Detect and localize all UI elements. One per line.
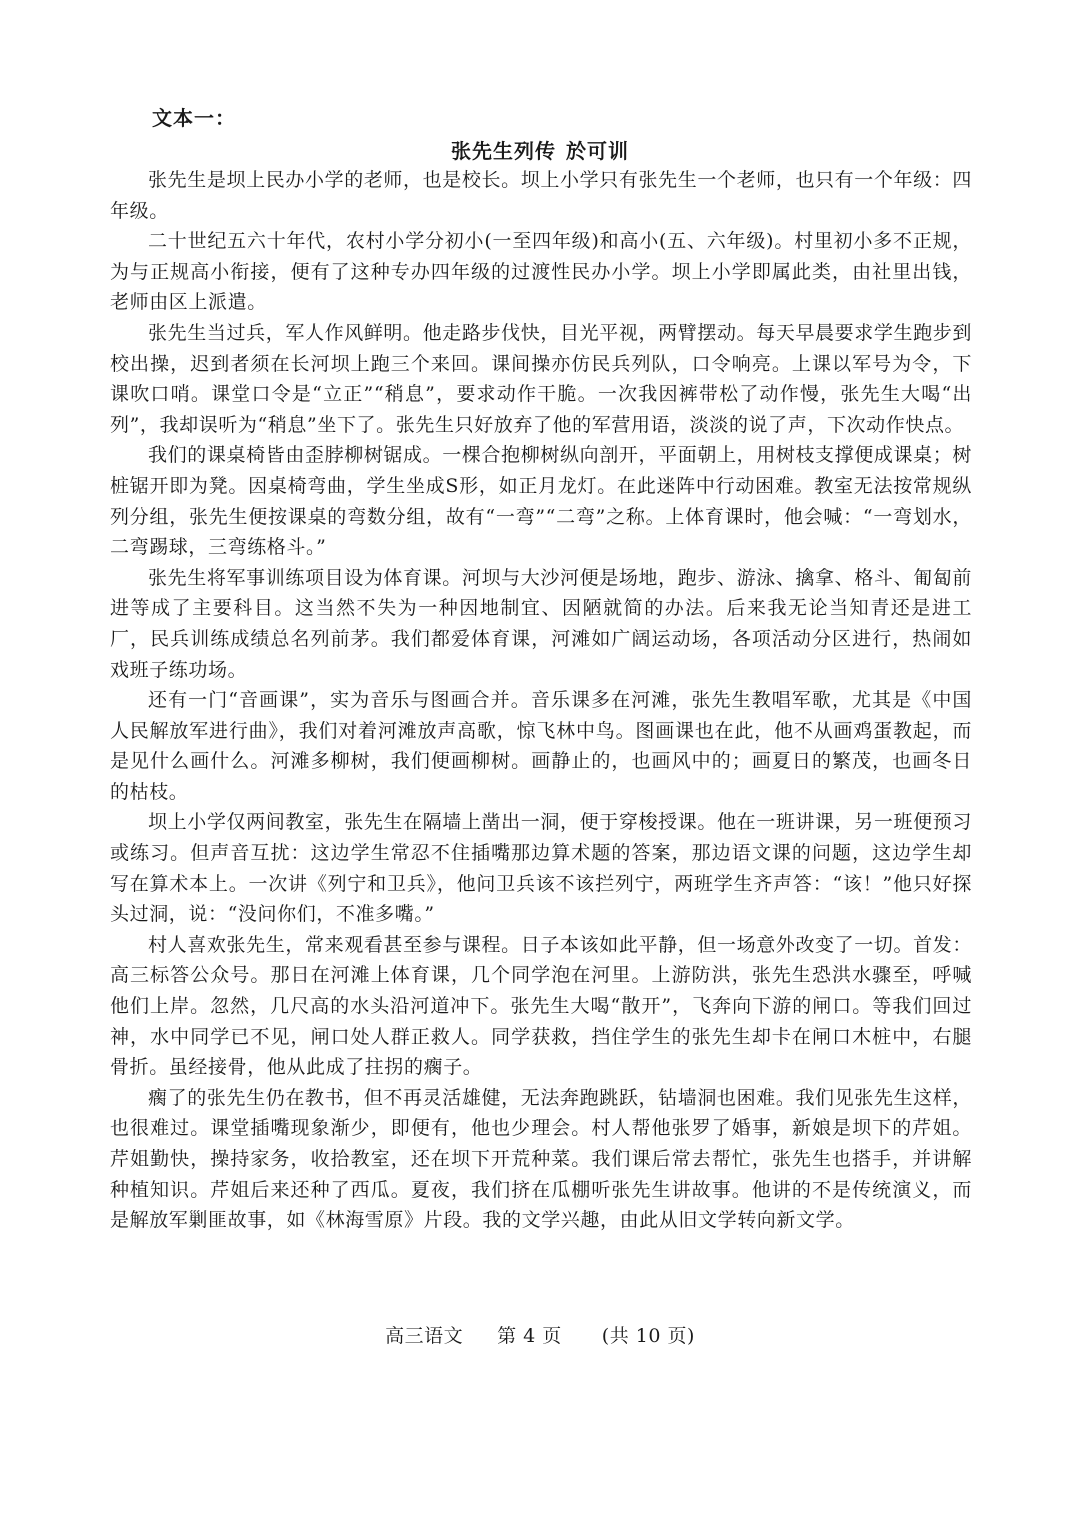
paragraph: 村人喜欢张先生，常来观看甚至参与课程。日子本该如此平静，但一场意外改变了一切。首发：高三标答公众号。那日在河滩上体育课，几个同学泡在河里。上游防洪，张先生恐洪水骤至，呼喊他们上岸。忽然，几尺高的水头沿河道冲下。张先生大喝“散开”，飞奔向下游的闸口。等我们回过神，水中同学已不见，闸口处人群正救人。同学获救，挡住学生的张先生却卡在闸口木桩中，右腿骨折。虽经接骨，他从此成了拄拐的瘸子。 [110, 933, 972, 1079]
footer-page-number: 第 4 页 [497, 1325, 562, 1347]
paragraph: 二十世纪五六十年代，农村小学分初小(一至四年级)和高小(五、六年级)。村里初小多不正规，为与正规高小衔接，便有了这种专办四年级的过渡性民办小学。坝上小学即属此类，由社里出钱，老师由区上派遣。 [110, 230, 972, 314]
paragraph: 我们的课桌椅皆由歪脖柳树锯成。一棵合抱柳树纵向剖开，平面朝上，用树枝支撑便成课桌；树桩锯开即为凳。因桌椅弯曲，学生坐成S形，如正月龙灯。在此迷阵中行动困难。教室无法按常规纵列分组，张先生便按课桌的弯数分组，故有“一弯”“二弯”之称。上体育课时，他会喊：“一弯划水，二弯踢球，三弯练格斗。” [110, 444, 972, 559]
paragraph: 坝上小学仅两间教室，张先生在隔墙上凿出一洞，便于穿梭授课。他在一班讲课，另一班便预习或练习。但声音互扰：这边学生常忍不住插嘴那边算术题的答案，那边语文课的问题，这边学生却写在算术本上。一次讲《列宁和卫兵》，他问卫兵该不该拦列宁，两班学生齐声答：“该！”他只好探头过洞，说：“没问你们，不准多嘴。” [110, 811, 972, 926]
paragraph: 瘸了的张先生仍在教书，但不再灵活雄健，无法奔跑跳跃，钻墙洞也困难。我们见张先生这样，也很难过。课堂插嘴现象渐少，即便有，他也少理会。村人帮他张罗了婚事，新娘是坝下的芹姐。芹姐勤快，操持家务，收拾教室，还在坝下开荒种菜。我们课后常去帮忙，张先生也搭手，并讲解种植知识。芹姐后来还种了西瓜。夏夜，我们挤在瓜棚听张先生讲故事。他讲的不是传统演义，而是解放军剿匪故事，如《林海雪原》片段。我的文学兴趣，由此从旧文学转向新文学。 [110, 1086, 972, 1232]
article-author: 於可训 [566, 139, 629, 163]
paragraph: 张先生当过兵，军人作风鲜明。他走路步伐快，目光平视，两臂摆动。每天早晨要求学生跑步到校出操，迟到者须在长河坝上跑三个来回。课间操亦仿民兵列队，口令响亮。上课以军号为令，下课吹口哨。课堂口令是“立正”“稍息”，要求动作干脆。一次我因裤带松了动作慢，张先生大喝“出列”，我却误听为“稍息”坐下了。张先生只好放弃了他的军营用语，淡淡的说了声，下次动作快点。 [110, 321, 972, 436]
article-body [110, 165, 972, 1236]
article-heading [0, 137, 1080, 165]
article-title: 张先生列传 [451, 139, 556, 163]
footer-subject: 高三语文 [385, 1325, 464, 1347]
page-footer [0, 1322, 1080, 1350]
section-label: 文本一： [152, 106, 236, 130]
paragraph: 张先生将军事训练项目设为体育课。河坝与大沙河便是场地，跑步、游泳、擒拿、格斗、匍匐前进等成了主要科目。这当然不失为一种因地制宜、因陋就简的办法。后来我无论当知青还是进工厂，民兵训练成绩总名列前茅。我们都爱体育课，河滩如广阔运动场，各项活动分区进行，热闹如戏班子练功场。 [110, 566, 972, 681]
paragraph: 张先生是坝上民办小学的老师，也是校长。坝上小学只有张先生一个老师，也只有一个年级：四年级。 [110, 169, 972, 222]
paragraph: 还有一门“音画课”，实为音乐与图画合并。音乐课多在河滩，张先生教唱军歌，尤其是《中国人民解放军进行曲》，我们对着河滩放声高歌，惊飞林中鸟。图画课也在此，他不从画鸡蛋教起，而是见什么画什么。河滩多柳树，我们便画柳树。画静止的，也画风中的；画夏日的繁茂，也画冬日的枯枝。 [110, 689, 972, 803]
footer-total-pages: (共 10 页) [601, 1325, 695, 1347]
